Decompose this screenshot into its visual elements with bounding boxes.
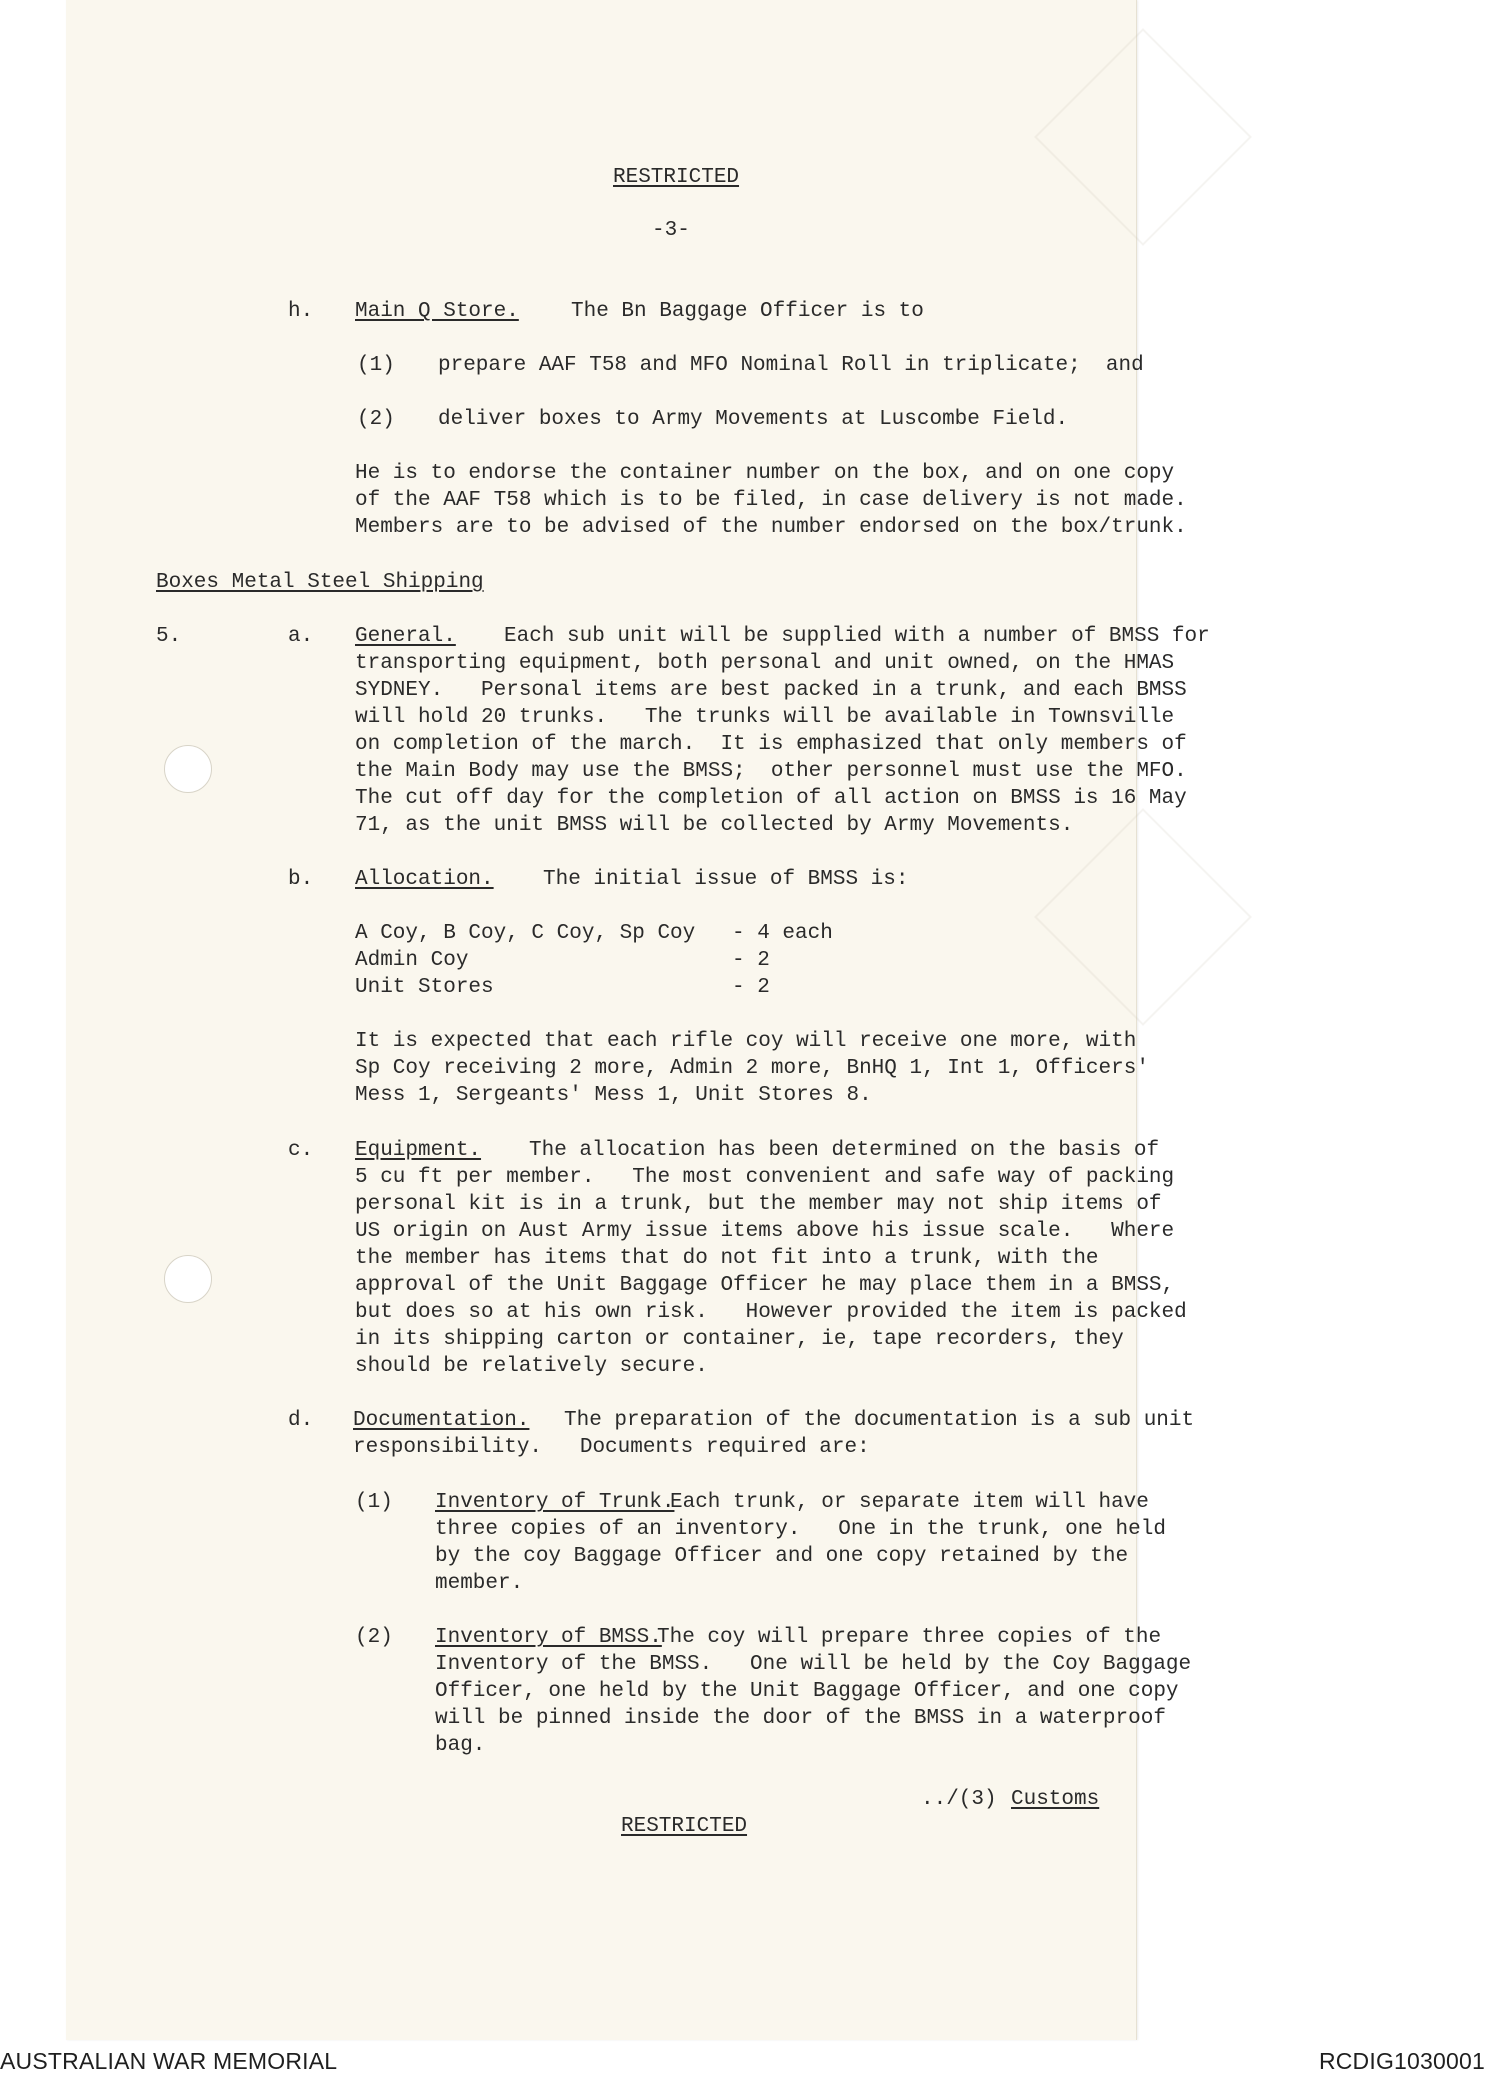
para-5b-body-line: It is expected that each rifle coy will receive one more, with [355, 1030, 1137, 1053]
para-h-heading: Main Q Store. [355, 300, 519, 323]
continuation-label: Customs [1011, 1788, 1100, 1811]
para-5a-line: on completion of the march. It is emphasized that only members of [355, 733, 1187, 756]
para-h-body-line: Members are to be advised of the number endorsed on the box/trunk. [355, 516, 1187, 539]
para-5c-line: 5 cu ft per member. The most convenient and safe way of packing [355, 1166, 1175, 1189]
document-page [66, 0, 1210, 2040]
watermark-emblem [1034, 808, 1252, 1026]
para-5a-line: Each sub unit will be supplied with a number of BMSS for [504, 625, 1210, 648]
para-5c-marker: c. [288, 1139, 314, 1162]
para-5a-line: 71, as the unit BMSS will be collected by Army Movements. [355, 814, 1074, 837]
para-5d-item-line: by the coy Baggage Officer and one copy retained by the [435, 1545, 1129, 1568]
para-h-item-num: (2) [357, 408, 395, 431]
para-5d-line: The preparation of the documentation is a sub unit [564, 1409, 1195, 1432]
classification-footer: RESTRICTED [621, 1815, 748, 1838]
para-5b-line: The initial issue of BMSS is: [543, 868, 909, 891]
para-5d-item-heading: Inventory of BMSS. [435, 1626, 662, 1649]
para-5a-line: The cut off day for the completion of all action on BMSS is 16 May [355, 787, 1187, 810]
para-5d-item-line: will be pinned inside the door of the BMSS in a waterproof [435, 1707, 1166, 1730]
para-5d-item-line: three copies of an inventory. One in the trunk, one held [435, 1518, 1166, 1541]
classification-header: RESTRICTED [613, 166, 740, 189]
para-5d-line: responsibility. Documents required are: [353, 1436, 870, 1459]
para-5a-line: transporting equipment, both personal and unit owned, on the HMAS [355, 652, 1175, 675]
para-5d-item-line: bag. [435, 1734, 486, 1757]
para-5a-marker: a. [288, 625, 314, 648]
para-5d-item-line: Inventory of the BMSS. One will be held by the Coy Baggage [435, 1653, 1192, 1676]
para-h-intro: The Bn Baggage Officer is to [571, 300, 924, 323]
allocation-unit: Admin Coy [355, 949, 469, 972]
para-5b-marker: b. [288, 868, 314, 891]
allocation-unit: A Coy, B Coy, C Coy, Sp Coy [355, 922, 696, 945]
continuation-prefix: ../(3) [921, 1788, 1010, 1811]
para-5c-line: approval of the Unit Baggage Officer he may place them in a BMSS, [355, 1274, 1175, 1297]
para-5d-marker: d. [288, 1409, 314, 1432]
allocation-qty: - 2 [732, 949, 770, 972]
para-5b-body-line: Sp Coy receiving 2 more, Admin 2 more, BnHQ 1, Int 1, Officers' [355, 1057, 1149, 1080]
section-heading: Boxes Metal Steel Shipping [156, 571, 484, 594]
para-h-item-num: (1) [357, 354, 395, 377]
allocation-qty: - 2 [732, 976, 770, 999]
para-5c-line: The allocation has been determined on the basis of [529, 1139, 1160, 1162]
page-number: -3- [652, 219, 690, 242]
para-5b-body-line: Mess 1, Sergeants' Mess 1, Unit Stores 8. [355, 1084, 872, 1107]
para-5d-item-heading: Inventory of Trunk. [435, 1491, 675, 1514]
para-5d-item-line: Officer, one held by the Unit Baggage Officer, and one copy [435, 1680, 1179, 1703]
punch-hole [164, 1255, 212, 1303]
para-5c-line: in its shipping carton or container, ie, tape recorders, they [355, 1328, 1124, 1351]
para-5a-line: will hold 20 trunks. The trunks will be available in Townsville [355, 706, 1175, 729]
para-5c-line: US origin on Aust Army issue items above his issue scale. Where [355, 1220, 1175, 1243]
para-5b-heading: Allocation. [355, 868, 494, 891]
para-5a-line: SYDNEY. Personal items are best packed in a trunk, and each BMSS [355, 679, 1187, 702]
para-h-marker: h. [288, 300, 314, 323]
para-5-number: 5. [156, 625, 182, 648]
para-5c-line: personal kit is in a trunk, but the member may not ship items of [355, 1193, 1162, 1216]
para-5d-item-line: The coy will prepare three copies of the [657, 1626, 1162, 1649]
para-h-item-text: prepare AAF T58 and MFO Nominal Roll in triplicate; and [438, 354, 1144, 377]
para-h-item-text: deliver boxes to Army Movements at Luscombe Field. [438, 408, 1069, 431]
para-5d-item-num: (1) [355, 1491, 393, 1514]
para-h-body-line: of the AAF T58 which is to be filed, in case delivery is not made. [355, 489, 1187, 512]
archive-id: RCDIG1030001 [1318, 2048, 1485, 2074]
para-5d-item-line: member. [435, 1572, 524, 1595]
para-5c-line: but does so at his own risk. However provided the item is packed [355, 1301, 1187, 1324]
para-5a-line: the Main Body may use the BMSS; other personnel must use the MFO. [355, 760, 1187, 783]
para-5d-heading: Documentation. [353, 1409, 530, 1432]
para-5c-line: should be relatively secure. [355, 1355, 708, 1378]
para-h-body-line: He is to endorse the container number on the box, and on one copy [355, 462, 1175, 485]
para-5d-item-num: (2) [355, 1626, 393, 1649]
para-5c-heading: Equipment. [355, 1139, 482, 1162]
allocation-unit: Unit Stores [355, 976, 494, 999]
para-5a-heading: General. [355, 625, 456, 648]
archive-credit: AUSTRALIAN WAR MEMORIAL [0, 2048, 338, 2074]
para-5d-item-line: Each trunk, or separate item will have [670, 1491, 1149, 1514]
watermark-emblem [1034, 28, 1252, 246]
para-5c-line: the member has items that do not fit into a trunk, with the [355, 1247, 1099, 1270]
punch-hole [164, 745, 212, 793]
allocation-qty: - 4 each [732, 922, 833, 945]
